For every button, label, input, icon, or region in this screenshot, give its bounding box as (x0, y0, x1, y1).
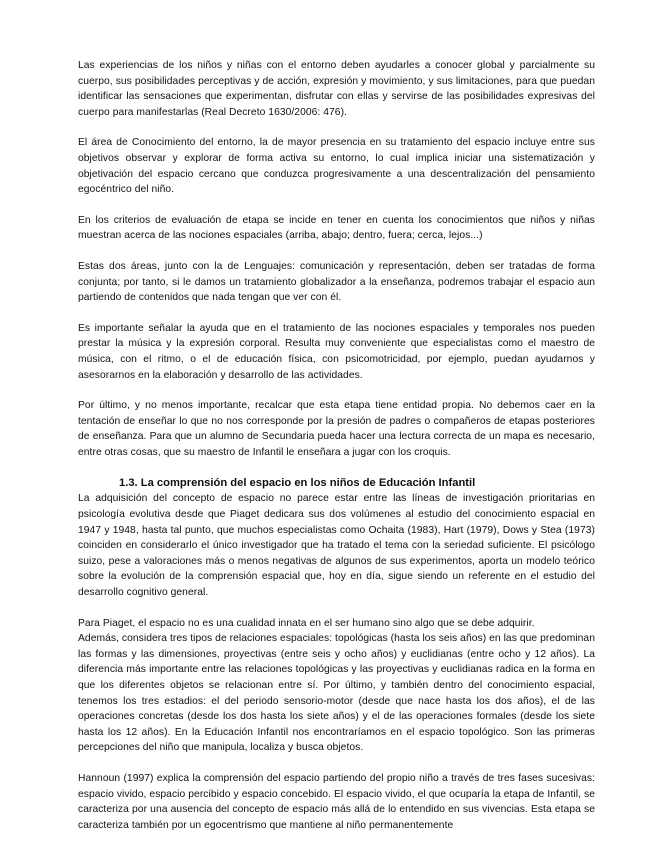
paragraph-body-piaget-space: Para Piaget, el espacio no es una cualidad innata en el ser humano sino algo que se debe adquirir. (78, 617, 535, 629)
paragraph-body-evaluation-criteria: En los criterios de evaluación de etapa se incide en tener en cuenta los conocimientos que niños y niñas muestran acerca de las nociones espaciales (arriba, abajo; dentro, fuera; cerca, lejos...) (78, 214, 595, 242)
paragraph-body-spatial-relations: Además, considera tres tipos de relaciones espaciales: topológicas (hasta los seis años) en las que predominan las formas y las dimensiones, proyectivas (entre seis y ocho años) y euclidianas (entre ocho y 12 años). La diferencia más importante entre las relaciones topológicas y las proyectivas y euclidianas radica en la forma en que los diferentes objetos se relacionan entre sí. Por último, y también dentro del conocimiento espacial, tenemos los tres estadios: el del periodo sensorio-motor (desde que nace hasta los dos años), el de las operaciones concretas (desde los dos hasta los siete años) y el de las operaciones formales (desde los siete hasta los 12 años). En la Educación Infantil nos encontraríamos en el espacio topológico. Son las primeras percepciones del niño que manipula, localiza y busca objetos. (78, 633, 595, 754)
paragraph-body-experiences: Las experiencias de los niños y niñas con el entorno deben ayudarles a conocer global y parcialmente su cuerpo, sus posibilidades perceptivas y de acción, expresión y movimiento, y sus limitaciones, para que puedan identificar las sensaciones que experimentan, disfrutar con ellas y servirse de las posibilidades expresivas del cuerpo para manifestarlas (Real Decreto 1630/2006: 476). (78, 60, 595, 118)
paragraph-body-own-entity: Por último, y no menos importante, recalcar que esta etapa tiene entidad propia. No debemos caer en la tentación de enseñar lo que no nos corresponde por la presión de padres o compañeros de etapas posteriores de enseñanza. Para que un alumno de Secundaria pueda hacer una lectura correcta de un mapa es necesario, entre otras cosas, que su maestro de Infantil le enseñara a jugar con los croquis. (78, 400, 595, 458)
paragraph-body-piaget-intro: La adquisición del concepto de espacio no parece estar entre las líneas de investigación prioritarias en psicología evolutiva desde que Piaget dedicara sus dos volúmenes al estudio del conocimiento espacial en 1947 y 1948, hasta tal punto, que muchos especialistas como Ochaita (1983), Hart (1979), Dows y Stea (1973) coinciden en considerarlo el único investigador que ha tratado el tema con la seriedad suficiente. El psicólogo suizo, pese a valoraciones más o menos negativas de algunos de sus experimentos, aporta un modelo teórico sobre la evolución de la comprensión espacial que, hoy en día, sigue siendo un referente en el estudio del desarrollo cognitivo general. (78, 493, 595, 599)
section-heading: 1.3. La comprensión del espacio en los niños de Educación Infantil (119, 477, 476, 490)
paragraph-body-two-areas: Estas dos áreas, junto con la de Lenguajes: comunicación y representación, deben ser tratadas de forma conjunta; por tanto, si le damos un tratamiento globalizador a la enseñanza, podremos trabajar el espacio aun partiendo de contenidos que nada tengan que ver con él. (78, 260, 595, 304)
paragraph-body-knowledge-area: El área de Conocimiento del entorno, la de mayor presencia en su tratamiento del espacio incluye entre sus objetivos observar y explorar de forma activa su entorno, lo cual implica iniciar una sistematización y objetivación del espacio cercano que conduzca progresivamente a una descentralización del pensamiento egocéntrico del niño. (78, 137, 595, 196)
paragraph-body-hannoun: Hannoun (1997) explica la comprensión del espacio partiendo del propio niño a través de tres fases sucesivas: espacio vivido, espacio percibido y espacio concebido. El espacio vivido, el que ocuparía la etapa de Infantil, se caracteriza por una ausencia del concepto de espacio más allá de lo entendido en sus vivencias. Esta etapa se caracteriza también por un egocentrismo que mantiene al niño permanentemente (78, 772, 595, 831)
paragraph-body-music-expression: Es importante señalar la ayuda que en el tratamiento de las nociones espaciales y temporales nos pueden prestar la música y la expresión corporal. Resulta muy conveniente que especialistas como el maestro de música, con el ritmo, o el de educación física, con psicomotricidad, por ejemplo, puedan ayudarnos y asesorarnos en la elaboración y desarrollo de las actividades. (78, 322, 595, 381)
